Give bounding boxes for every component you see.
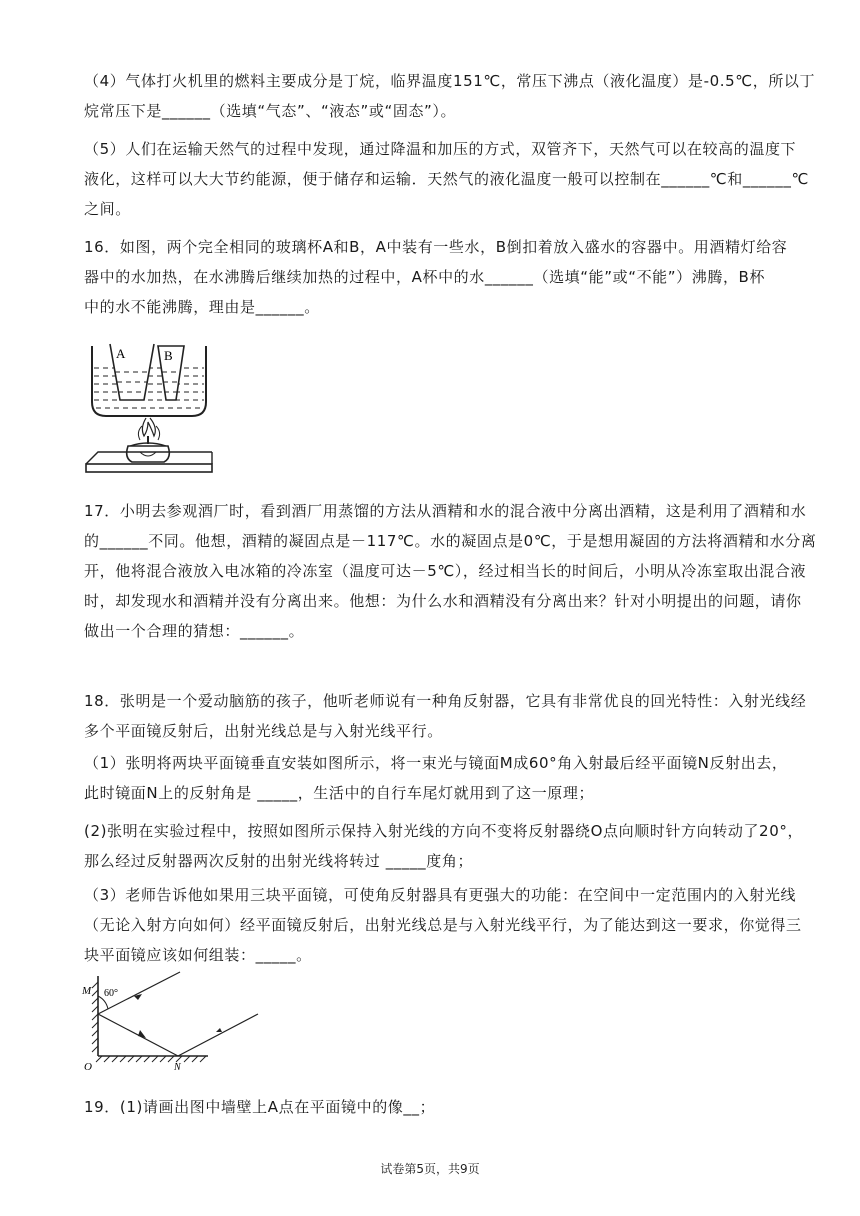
question-18-part3 (84, 880, 802, 970)
text-line: 多个平面镜反射后，出射光线总是与入射光线平行。 (84, 722, 443, 740)
text-line: 开，他将混合液放入电冰箱的冷冻室（温度可达－5℃），经过相当长的时间后，小明从冷冻室取出混合液 (84, 562, 807, 580)
question-18-part1 (84, 748, 788, 808)
text-line: 时，却发现水和酒精并没有分离出来。他想：为什么水和酒精没有分离出来？针对小明提出的问题，请你 (84, 592, 802, 610)
question-18-part2 (84, 816, 804, 876)
question-16 (84, 232, 788, 322)
text-line: (2)张明在实验过程中，按照如图所示保持入射光线的方向不变将反射器绕O点向顺时针方向转动了20°， (84, 822, 804, 840)
angle-label: 60° (104, 988, 118, 999)
page-footer: 试卷第5页，共9页 (380, 1162, 480, 1176)
q15-part4 (84, 66, 816, 126)
text-line: 之间。 (84, 200, 131, 218)
boiling-cups-figure (84, 342, 214, 484)
text-line: 19．(1)请画出图中墙壁上A点在平面镜中的像__； (84, 1098, 436, 1116)
point-o-label: O (84, 1061, 92, 1072)
text-line: 液化，这样可以大大节约能源，便于储存和运输．天然气的液化温度一般可以控制在______℃和______℃ (84, 170, 809, 188)
corner-reflector-figure (80, 966, 266, 1072)
question-19 (84, 1092, 784, 1122)
text-line: （5）人们在运输天然气的过程中发现，通过降温和加压的方式，双管齐下，天然气可以在较高的温度下 (84, 140, 797, 158)
cup-b-label: B (164, 348, 173, 363)
text-line: 此时镜面N上的反射角是 _____，生活中的自行车尾灯就用到了这一原理； (84, 784, 595, 802)
text-line: （无论入射方向如何）经平面镜反射后，出射光线总是与入射光线平行，为了能达到这一要求，你觉得三 (84, 916, 802, 934)
mirror-m-label: M (82, 985, 92, 997)
text-line: 18．张明是一个爱动脑筋的孩子，他听老师说有一种角反射器，它具有非常优良的回光特性：入射光线经 (84, 692, 807, 710)
text-line: 器中的水加热，在水沸腾后继续加热的过程中，A杯中的水______（选填“能”或“不能”）沸腾，B杯 (84, 268, 766, 286)
question-17 (84, 496, 817, 646)
cup-a-label: A (116, 346, 126, 361)
text-line: 那么经过反射器两次反射的出射光线将转过 _____度角； (84, 852, 474, 870)
text-line: （1）张明将两块平面镜垂直安装如图所示，将一束光与镜面M成60°角入射最后经平面镜N反射出去， (84, 754, 788, 772)
question-18-intro (84, 686, 807, 746)
mirror-n-label: N (174, 1062, 181, 1072)
text-line: 块平面镜应该如何组装：_____。 (84, 946, 312, 964)
text-line: 16．如图，两个完全相同的玻璃杯A和B，A中装有一些水，B倒扣着放入盛水的容器中。用酒精灯给容 (84, 238, 788, 256)
text-line: 中的水不能沸腾，理由是______。 (84, 298, 320, 316)
text-line: 做出一个合理的猜想：______。 (84, 622, 305, 640)
text-line: （4）气体打火机里的燃料主要成分是丁烷，临界温度151℃，常压下沸点（液化温度）是-0.5℃，所以丁 (84, 72, 816, 90)
text-line: 17．小明去参观酒厂时，看到酒厂用蒸馏的方法从酒精和水的混合液中分离出酒精，这是利用了酒精和水 (84, 502, 807, 520)
text-line: 的______不同。他想，酒精的凝固点是－117℃。水的凝固点是0℃，于是想用凝固的方法将酒精和水分离 (84, 532, 817, 550)
q15-part5 (84, 134, 809, 224)
text-line: （3）老师告诉他如果用三块平面镜，可使角反射器具有更强大的功能：在空间中一定范围内的入射光线 (84, 886, 797, 904)
text-line: 烷常压下是______（选填“气态”、“液态”或“固态”）。 (84, 102, 457, 120)
